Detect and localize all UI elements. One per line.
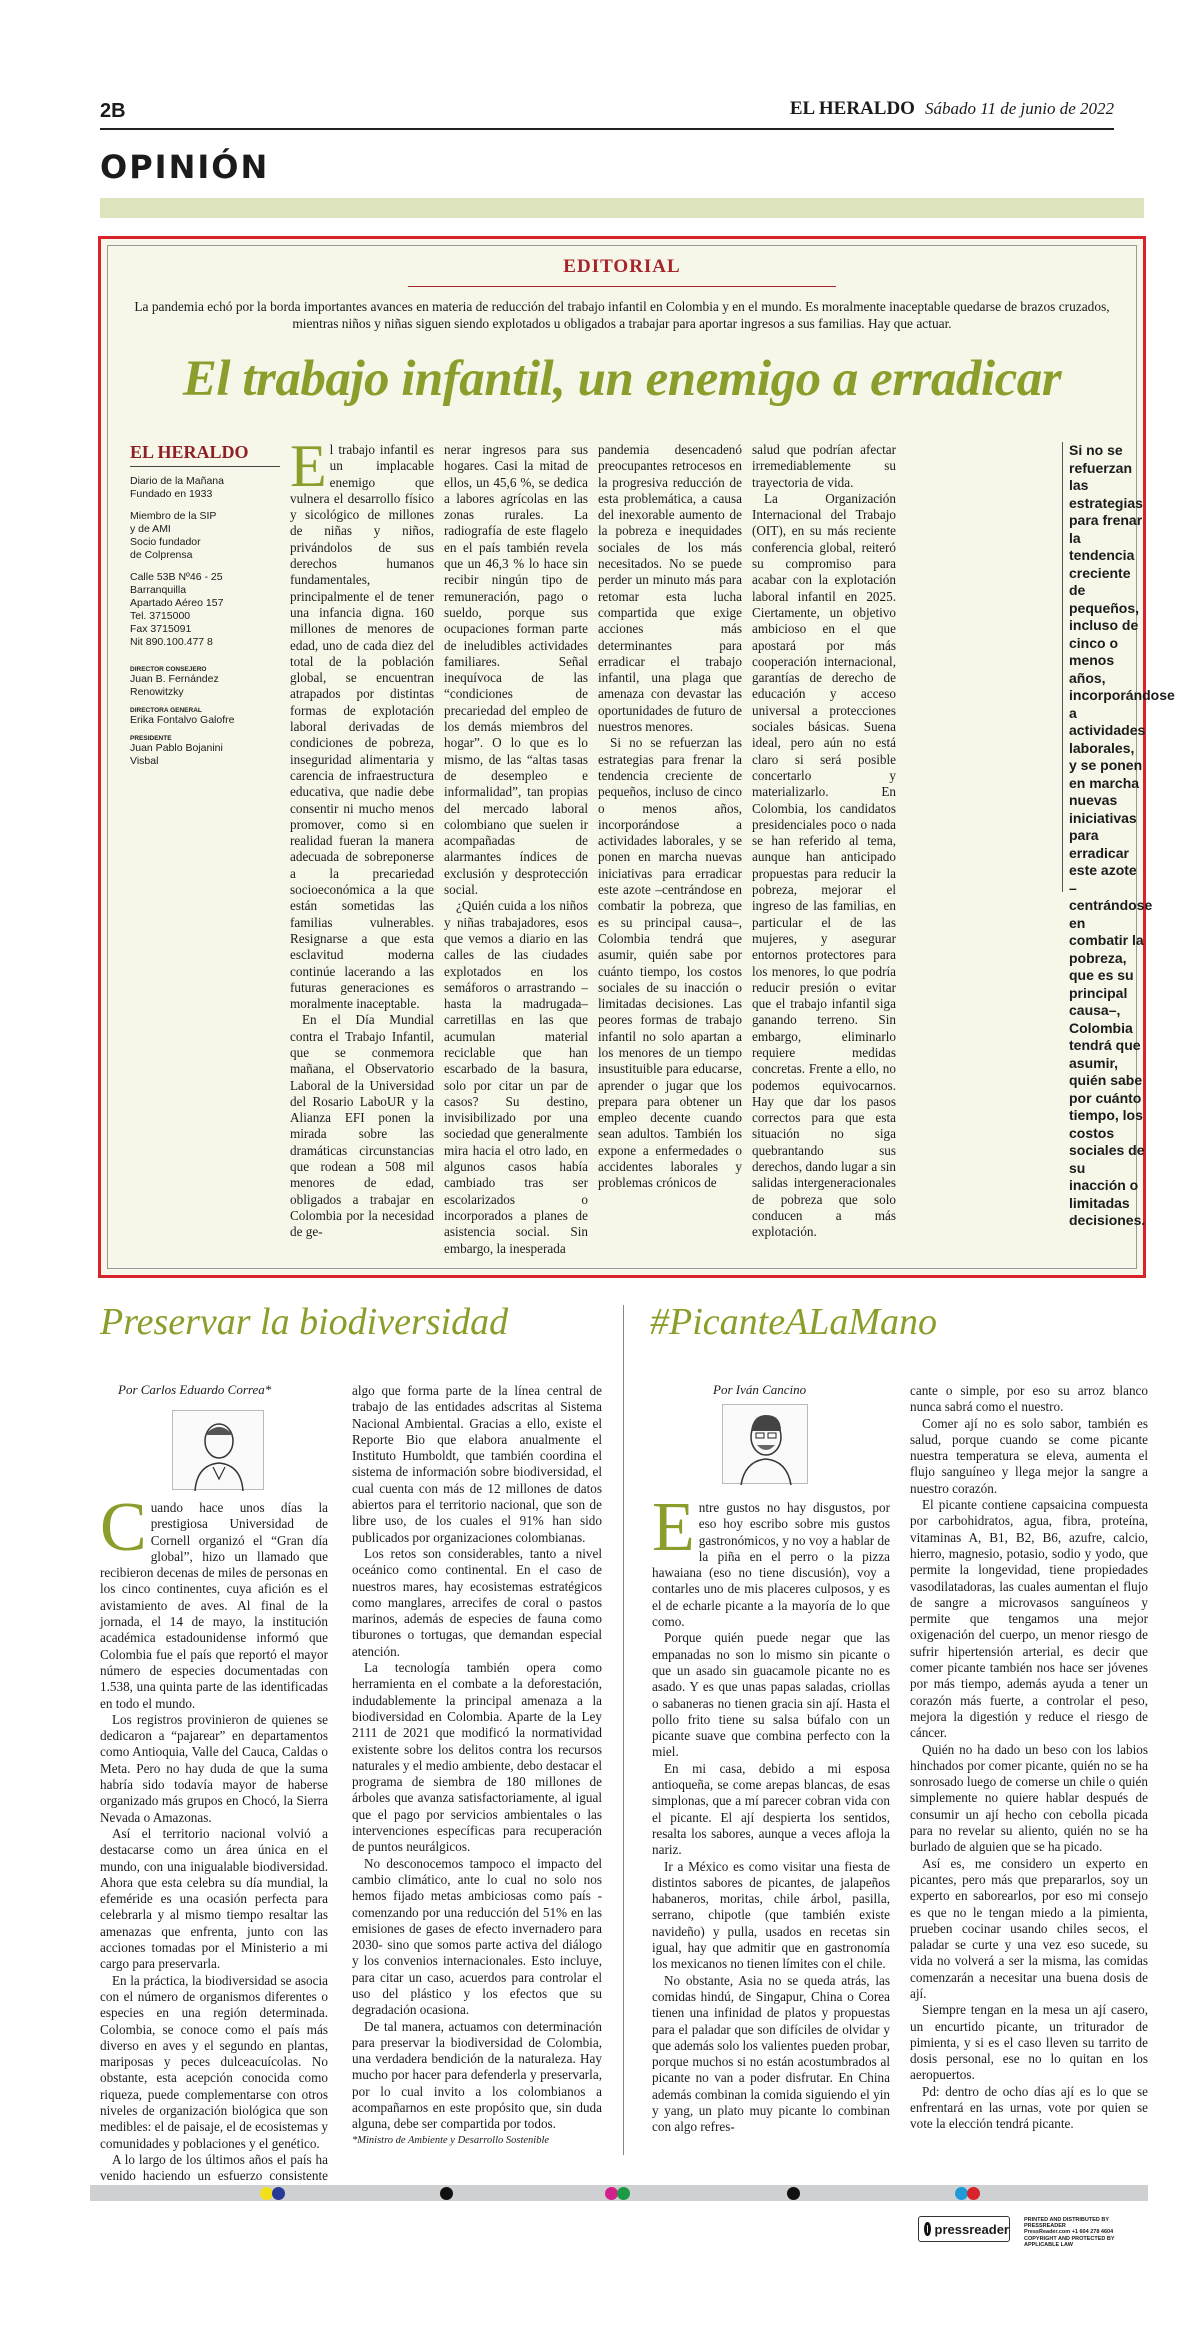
editorial-paragraph: ¿Quién cuida a los niños y niñas trabajadores, esos que vemos a diario en las calles de las ciudades explotados en los semáforos o arrastrando –hasta la madrugada– carretillas en las que acumulan material reciclable que han escarbado de la basura, solo por citar un par de casos? Su destino, invisibilizado por una sociedad que generalmente mira hacia el otro lado, en algunos casos había cambiado tras ser escolarizados o incorporados a planes de asistencia social. Sin embargo, la inesperada	[444, 898, 588, 1256]
registration-dot	[617, 2187, 630, 2200]
article-paragraph: Entre gustos no hay disgustos, por eso hoy escribo sobre mis gustos gastronómicos, y no voy a hablar de la piña en el perro o la pizza hawaiana (eso no tiene discusión), voy a contarles uno de mis placeres culposos, y es el de echarle picante a la mayoría de lo que como.	[652, 1489, 890, 1630]
author-portrait	[722, 1404, 808, 1484]
article-paragraph: Pd: dentro de ocho días ají es lo que se enfrentará en las urnas, vote por quien se vote la elección tendrá picante.	[910, 2083, 1148, 2132]
editorial-paragraph: pandemia desencadenó preocupantes retrocesos en la progresiva reducción de esta problemática, a causa del inexorable aumento de la pobreza e inequidades sociales de los más necesitados. No se puede perder un minuto más para retomar esta lucha compartida que exige acciones más determinantes para erradicar el trabajo infantil, una plaga que amenaza con devastar las oportunidades de futuro de nuestros menores.	[598, 442, 742, 735]
paper-name	[790, 98, 1114, 120]
editorial-box	[98, 236, 1175, 1278]
editorial-inner-frame	[107, 245, 1175, 1269]
portrait-sketch-icon	[173, 1411, 265, 1491]
biodiversity-byline: Por Carlos Eduardo Correa*	[118, 1382, 272, 1397]
masthead-line: de Colprensa	[130, 549, 193, 561]
pressreader-logo[interactable]	[918, 2216, 1010, 2242]
picante-headline: #PicanteALaMano	[650, 1301, 938, 1343]
editorial-column-3	[598, 442, 742, 1272]
registration-dot	[787, 2187, 800, 2200]
masthead-role: DIRECTORA GENERAL	[130, 707, 202, 714]
portrait-sketch-icon	[723, 1405, 809, 1485]
page-folio: 2B	[100, 100, 126, 122]
masthead-name: Visbal	[130, 755, 159, 767]
biodiversity-column-1	[100, 1489, 328, 2184]
article-paragraph: Comer ají no es solo sabor, también es salud, porque cuando se come picante nuestra temperatura se eleva, aumenta el flujo sanguíneo y llega mejor la sangre a nuestro corazón.	[910, 1415, 1148, 1496]
editorial-paragraph: Si no se refuerzan las estrategias para frenar la tendencia creciente de pequeños, incluso de cinco o menos años, incorporándose a actividades laborales, y se ponen en marcha nuevas iniciativas para erradicar este azote –centrándose en combatir la pobreza, que es su principal causa–, Colombia tendrá que asumir, quién sabe por cuánto tiempo, los costos sociales de su inacción o limitadas decisiones. Las peores formas de trabajo infantil no solo apartan a los menores de un tiempo insustituible para educarse, aprender o jugar que los prepara para obtener un empleo decente cuando sean adultos. También los expone a enfermedades o accidentes laborales y problemas crónicos de	[598, 735, 742, 1191]
pressreader-notice	[1024, 2217, 1148, 2248]
section-band	[100, 198, 1144, 218]
masthead-role: PRESIDENTE	[130, 735, 172, 742]
article-footnote: *Ministro de Ambiente y Desarrollo Sostenible	[352, 2134, 550, 2146]
article-paragraph: A lo largo de los últimos años el país ha venido haciendo un esfuerzo consistente	[100, 2151, 328, 2184]
column-divider	[623, 1305, 624, 2155]
article-paragraph: El picante contiene capsaicina compuesta por carbohidratos, agua, fibra, proteína, vitaminas A, B1, B2, B6, azufre, calcio, hierro, magnesio, potasio, sodio y yodo, que permite la longevidad, tiene propiedades vasodilatadoras, las cuales aumentan el flujo de sangre a microvasos sanguíneos y permite que tengamos una mejor oxigenación del cuerpo, un menor riesgo de sufrir hipertensión arterial, es decir que comer picante también nos hace ser jóvenes por más tiempo, además ayuda a tener un corazón más fuerte, a controlar el peso, mejora la digestión y reduce el riesgo de cáncer.	[910, 1497, 1148, 1741]
editorial-paragraph: La Organización Internacional del Trabajo (OIT), en su más reciente conferencia global, reiteró su compromiso para acabar con la explotación laboral infantil en 2025. Ciertamente, un objetivo ambicioso en el que apostará por más cooperación internacional, garantías de derecho de educación y acceso universal a protecciones sociales básicas. Suena ideal, pero aún no está claro si será posible concertarlo y materializarlo. En Colombia, los candidatos presidenciales poco o nada se han referido al tema, aunque han anticipado propuestas para reducir la pobreza, mejorar el ingreso de las familias, en particular el de las mujeres, y asegurar entornos protectores para los menores, lo que podría reducir presión o evitar que el trabajo infantil siga ganando terreno. Sin embargo, eliminarlo requiere medidas concretas. Frente a ello, no podemos equivocarnos. Hay que dar los pasos correctos para que esta situación no siga quebrantando sus derechos, dando lugar a sin salidas intergeneracionales de pobreza que solo conducen a más explotación.	[752, 490, 896, 1240]
masthead-line: Tel. 3715000	[130, 610, 191, 622]
pressreader-notice-line: COPYRIGHT AND PROTECTED BY APPLICABLE LAW	[1024, 2235, 1115, 2248]
pressreader-notice-line: PressReader.com +1 604 278 4604	[1024, 2229, 1114, 2236]
article-paragraph: Así es, me considero un experto en picantes, pero más que prepararlos, soy un experto en saborearlos, por eso mi consejo es que no le tengan miedo a la pimienta, prueben cocinar usando chiles secos, el paladar se curte y una vez eso sucede, su vida no volverá a ser la misma, las comidas comenzarán a necesitar una buena dosis de ají.	[910, 1855, 1148, 2001]
masthead-brand: EL HERALDO	[130, 442, 280, 467]
registration-dot	[272, 2187, 285, 2200]
masthead-line: Miembro de la SIP	[130, 510, 217, 522]
paper-name-text: EL HERALDO	[789, 98, 915, 119]
masthead	[130, 442, 280, 768]
masthead-name: Juan Pablo Bojanini	[130, 742, 223, 754]
article-paragraph: Ir a México es como visitar una fiesta de distintos sabores de picantes, de jalapeños habaneros, moritas, chile árbol, pasilla, serrano, chipotle (que también existe navideño) y pulla, usados en recetas sin igual, hay que admitir que en gastronomía los mexicanos no tienen límites con el chile.	[652, 1858, 890, 1972]
pressreader-notice-line: PRINTED AND DISTRIBUTED BY PRESSREADER	[1024, 2217, 1109, 2230]
article-paragraph: Los retos son considerables, tanto a nivel oceánico como continental. En el caso de nuestros mares, hay ecosistemas estratégicos como manglares, arrecifes de coral o pastos marinos, además de especies de fauna como tiburones o tortugas, que demandan especial atención.	[352, 1545, 602, 1659]
masthead-line: Nit 890.100.477 8	[130, 636, 213, 648]
article-paragraph: Siempre tengan en la mesa un ají casero, un encurtido picante, un triturador de pimienta, y si es el caso lleven su tarrito de dosis personal, ese no lo quitan en los aeropuertos.	[910, 2002, 1148, 2083]
author-portrait	[172, 1410, 264, 1490]
masthead-line: Socio fundador	[130, 536, 201, 548]
editorial-column-4	[752, 442, 896, 1272]
pressreader-label: pressreader	[934, 2221, 1009, 2237]
masthead-name: Erika Fontalvo Galofre	[130, 714, 235, 726]
masthead-line: Fax 3715091	[130, 623, 192, 635]
article-paragraph: De tal manera, actuamos con determinación para preservar la biodiversidad de Colombia, una verdadera bendición de la naturaleza. Hay mucho por hacer para defenderla y preservarla, por lo cual invito a los colombianos a acompañarnos en este propósito que, sin duda alguna, debe ser compartida por todos.	[352, 2018, 602, 2132]
editorial-paragraph: nerar ingresos para sus hogares. Casi la mitad de ellos, un 45,6 %, se dedica a labores agrícolas en las zonas rurales. La radiografía de este flagelo en el país también revela que un 46,3 % lo hace sin recibir ningún tipo de remuneración, pago o sueldo, porque sus ocupaciones forman parte de ineludibles actividades familiares. Señal inequívoca de las “condiciones de precariedad del empleo de los demás miembros del hogar”. O lo que es lo mismo, de las “altas tasas de desempleo e informalidad”, tan propias del mercado laboral colombiano que suelen ir acompañadas de alarmantes índices de exclusión y desprotección social.	[444, 442, 588, 898]
editorial-pullquote: Si no se refuerzan las estrategias para frenar la tendencia creciente de pequeños, incluso de cinco o menos años, incorporándose a actividades laborales, y se ponen en marcha nuevas iniciativas para erradicar este azote –centrándose en combatir la pobreza, que es su principal causa–, Colombia tendrá que asumir, quién sabe por cuánto tiempo, los costos sociales de su inacción o limitadas decisiones.	[1062, 442, 1146, 892]
masthead-line: Diario de la Mañana	[130, 475, 224, 487]
editorial-column-2	[444, 442, 588, 1272]
masthead-line: Apartado Aéreo 157	[130, 597, 224, 609]
article-paragraph: No desconocemos tampoco el impacto del cambio climático, ante lo cual no solo nos hemos fijado metas ambiciosas como país -comenzando por una reducción del 51% en las emisiones de gases de efecto invernadero para 2030- sino que somos parte activa del diálogo y los convenios internacionales. Esto incluye, para citar un caso, acuerdos para controlar el uso del plástico y los efectos que su degradación ocasiona.	[352, 1855, 602, 2018]
editorial-lede: La pandemia echó por la borda importantes avances en materia de reducción del trabajo infantil en Colombia y en el mundo. Es moralmente inaceptable quedarse de brazos cruzados, mientras niños y niñas siguen siendo explotados u obligados a trabajar para aportar ingresos a sus familias. Hay que actuar.	[134, 299, 1110, 331]
editorial-column-1	[290, 433, 434, 1272]
editorial-paragraph: salud que podrían afectar irremediablemente su trayectoria de vida.	[752, 442, 896, 490]
header-rule	[100, 128, 1114, 130]
editorial-paragraph: En el Día Mundial contra el Trabajo Infantil, que se conmemora mañana, el Observatorio Laboral de la Universidad del Rosario LaboUR y la Alianza EFI ponen la mirada sobre las dramáticas circunstancias que rodean a 508 mil menores de edad, obligados a trabajar en Colombia por la necesidad de ge-	[290, 1012, 434, 1240]
masthead-line: Fundado en 1933	[130, 488, 213, 500]
picante-column-1	[652, 1489, 890, 2160]
masthead-line: Calle 53B Nº46 - 25	[130, 571, 223, 583]
masthead-name: Renowitzky	[130, 686, 184, 698]
article-paragraph: Porque quién puede negar que las empanadas no son lo mismo sin picante o que un asado sin guacamole picante no es asado. Y es que unas papas saladas, criollas o sabaneras no tienen gracia sin ají. Hasta el pollo frito tiene su salsa búfalo con un picante suave que combina perfecto con la miel.	[652, 1630, 890, 1760]
article-paragraph: Los registros provinieron de quienes se dedicaron a “pajarear” en departamentos como Antioquia, Valle del Cauca, Caldas o Meta. Pero no hay duda de que la suma habría sido todavía mayor de haberse organizado más grupos en Chocó, la Sierra Nevada o Amazonas.	[100, 1711, 328, 1825]
article-paragraph: Cuando hace unos días la prestigiosa Universidad de Cornell organizó el “Gran día global”, hizo un llamado que recibieron decenas de miles de personas en los cinco continentes, cuya afición es el avistamiento de aves. Al final de la jornada, el 14 de mayo, la institución académica estadounidense informó que Colombia fue el país que reportó el mayor número de especies documentadas con 1.538, una quinta parte de las identificadas en todo el mundo.	[100, 1489, 328, 1711]
article-paragraph: Así el territorio nacional volvió a destacarse como un área única en el mundo, con una inigualable biodiversidad. Ahora que esta celebra su día mundial, la efeméride es una ocasión perfecta para celebrarla y al mismo tiempo resaltar las amenazas que enfrenta, junto con las acciones tomadas por el Ministerio a mi cargo para preservarla.	[100, 1825, 328, 1972]
article-paragraph: No obstante, Asia no se queda atrás, las comidas hindú, de Singapur, China o Corea tienen una infinidad de platos y propuestas para el paladar que son difíciles de olvidar y que además solo los valientes pueden probar, porque muchos si no están acostumbrados al picante no van a poder disfrutar. En China además combinan la comida siguiendo el yin y yang, un plato muy picante lo combinan con algo refres-	[652, 1972, 890, 2135]
picante-column-2	[910, 1383, 1148, 2160]
masthead-name: Juan B. Fernández	[130, 673, 219, 685]
section-title: OPINIÓN	[100, 148, 270, 186]
article-paragraph: algo que forma parte de la línea central de trabajo de las entidades adscritas al Sistema Nacional Ambiental. Gracias a ello, existe el Reporte Bio que elabora anualmente el Instituto Humboldt, que también coordina el sistema de información sobre biodiversidad, el cual cuenta con más de 12 millones de datos abiertos para el territorio nacional, que son de libre uso, de los cuales el 91% han sido publicados por organizaciones colombianas.	[352, 1383, 602, 1545]
masthead-line: Barranquilla	[130, 584, 187, 596]
editorial-paragraph: El trabajo infantil es un implacable enemigo que vulnera el desarrollo físico y sicológico de millones de niñas y niños, privándolos de sus derechos humanos fundamentales, principalmente el de tener una infancia digna. 160 millones de menores de edad, uno de cada diez del total de la población global, se encuentran atrapados por distintas formas de explotación laboral derivadas de condiciones de pobreza, inseguridad alimentaria y carencia de infraestructura educativa, que nadie debe consentir ni mucho menos promover, como si en realidad fueran la manera adecuada de sobreponerse a la precariedad socioeconómica a la que están sometidas las familias vulnerables. Resignarse a que esta esclavitud moderna continúe lacerando a las futuras generaciones es moralmente inaceptable.	[290, 433, 434, 1012]
article-paragraph: cante o simple, por eso su arroz blanco nunca sabrá como el nuestro.	[910, 1383, 1148, 1415]
editorial-label: EDITORIAL	[563, 256, 681, 277]
article-paragraph: Quién no ha dado un beso con los labios hinchados por comer picante, quién no se ha sonrosado luego de comerse un chile o quién simplemente no quiere hablar después de consumir un ají hecho con cebolla picada para no revelar su aliento, quién no se ha burlado de alguien que se ha picado.	[910, 1741, 1148, 1855]
masthead-line: y de AMI	[130, 523, 171, 535]
biodiversity-headline: Preservar la biodiversidad	[100, 1301, 509, 1343]
registration-dot	[440, 2187, 453, 2200]
article-paragraph: En mi casa, debido a mi esposa antioqueña, se come arepas blancas, de esas simplonas, que a mí parecer cobran vida con el picante. El ají despierta los sentidos, resalta los sabores, aunque a veces afloja la nariz.	[652, 1760, 890, 1858]
picante-byline: Por Iván Cancino	[713, 1382, 807, 1397]
article-paragraph: En la práctica, la biodiversidad se asocia con el número de organismos diferentes o especies en una región determinada. Colombia, se conoce como el país más diverso en aves y el segundo en plantas, mariposas y peces dulceacuícolas. No obstante, esta acepción conocida como riqueza, puede complementarse con otros niveles de organización biológica que son medibles: el de paisaje, el de ecosistemas y comunidades y poblaciones y el genético.	[100, 1972, 328, 2151]
biodiversity-column-2	[352, 1383, 602, 2160]
pressreader-icon	[924, 2222, 931, 2236]
article-paragraph: La tecnología también opera como herramienta en el combate a la deforestación, indudablemente la principal amenaza a la biodiversidad en Colombia. Aparte de la Ley 2111 de 2021 que modificó la normatividad existente sobre los delitos contra los recursos naturales y el medio ambiente, debo destacar el programa de siembra de 180 millones de árboles que avanza satisfactoriamente, al igual que el pago por servicios ambientales o las intervenciones específicas para recuperación de puntos neurálgicos.	[352, 1660, 602, 1855]
editorial-label-rule	[408, 286, 836, 287]
registration-dot	[967, 2187, 980, 2200]
masthead-role: DIRECTOR CONSEJERO	[130, 666, 207, 673]
editorial-headline: El trabajo infantil, un enemigo a erradicar	[182, 351, 1062, 407]
issue-date: Sábado 11 de junio de 2022	[924, 99, 1114, 118]
